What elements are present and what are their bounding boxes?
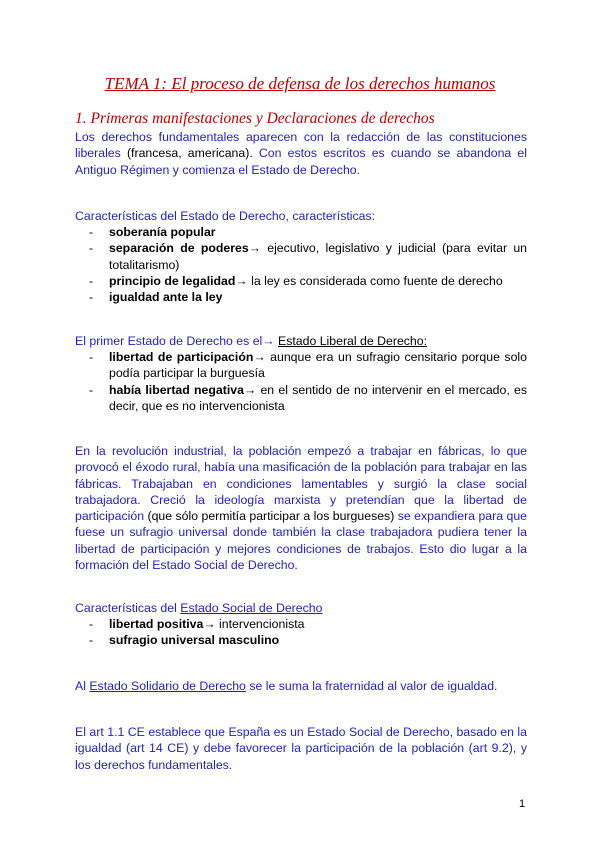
- art-paragraph: El art 1.1 CE establece que España es un Estado Social de Derecho, basado en la igualdad (art 14 CE) y debe favorecer la participación de la población (art 9.2), y los derechos fundamentales.: [75, 725, 527, 772]
- list-item: - libertad de participación→ aunque era un sufragio censitario porque solo podía participar la burguesía: [75, 349, 527, 382]
- solidario-state-link: Estado Solidario de Derecho: [89, 679, 246, 693]
- list-item: - libertad positiva→ intervencionista: [75, 616, 527, 632]
- social-state-link: Estado Social de Derecho: [180, 601, 323, 615]
- intro-text-a: Los derechos fundamentales aparecen con la redacción de las constituciones liberales: [75, 130, 527, 161]
- liberal-state-link: Estado Liberal de Derecho:: [278, 334, 428, 348]
- list-item: - había libertad negativa→ en el sentido de no intervenir en el mercado, es decir, que es no intervencionista: [75, 382, 527, 415]
- revolution-paragraph: En la revolución industrial, la población empezó a trabajar en fábricas, lo que provocó el éxodo rural, había una masificación de la población para trabajar en las fábricas. Trabajaban en condiciones lamentables y surgió la clase social trabajadora. Creció la ideología marxista y pretendían que la libertad de participación (que sólo permitía participar a los burgueses) se expandiera para que fuese un sufragio universal donde también la clase trabajadora pudiera tener la libertad de participación y mejores condiciones de trabajos. Esto dio lugar a la formación del Estado Social de Derecho.: [75, 444, 528, 573]
- list-item: - soberanía popular: [75, 224, 527, 240]
- social-list: [75, 616, 527, 649]
- page-number: 1: [519, 798, 526, 810]
- list-item: - sufragio universal masculino: [75, 632, 527, 648]
- section-heading: 1. Primeras manifestaciones y Declaraciones de derechos: [75, 110, 435, 127]
- list-item: - principio de legalidad→ la ley es considerada como fuente de derecho: [75, 273, 527, 289]
- list-item: - separación de poderes→ ejecutivo, legislativo y judicial (para evitar un totalitarismo): [75, 240, 527, 273]
- liberal-list: [75, 349, 527, 414]
- list-item: - igualdad ante la ley: [75, 289, 527, 305]
- characteristics-list: [75, 224, 527, 305]
- solidario-paragraph: Al Estado Solidario de Derecho se le suma la fraternidad al valor de igualdad.: [75, 679, 498, 693]
- intro-paragraph: [75, 129, 527, 178]
- social-lead: Características del Estado Social de Derecho: [75, 601, 323, 615]
- document-title: TEMA 1: El proceso de defensa de los derechos humanos: [104, 74, 496, 93]
- characteristics-lead: Características del Estado de Derecho, características:: [75, 209, 376, 223]
- liberal-lead: El primer Estado de Derecho es el→ Estado Liberal de Derecho:: [75, 334, 428, 348]
- intro-text-b: (francesa, americana).: [120, 146, 259, 161]
- intro-text-c: Con estos escritos es cuando se abandona el Antiguo Régimen y comienza el Estado de Derecho.: [75, 146, 527, 177]
